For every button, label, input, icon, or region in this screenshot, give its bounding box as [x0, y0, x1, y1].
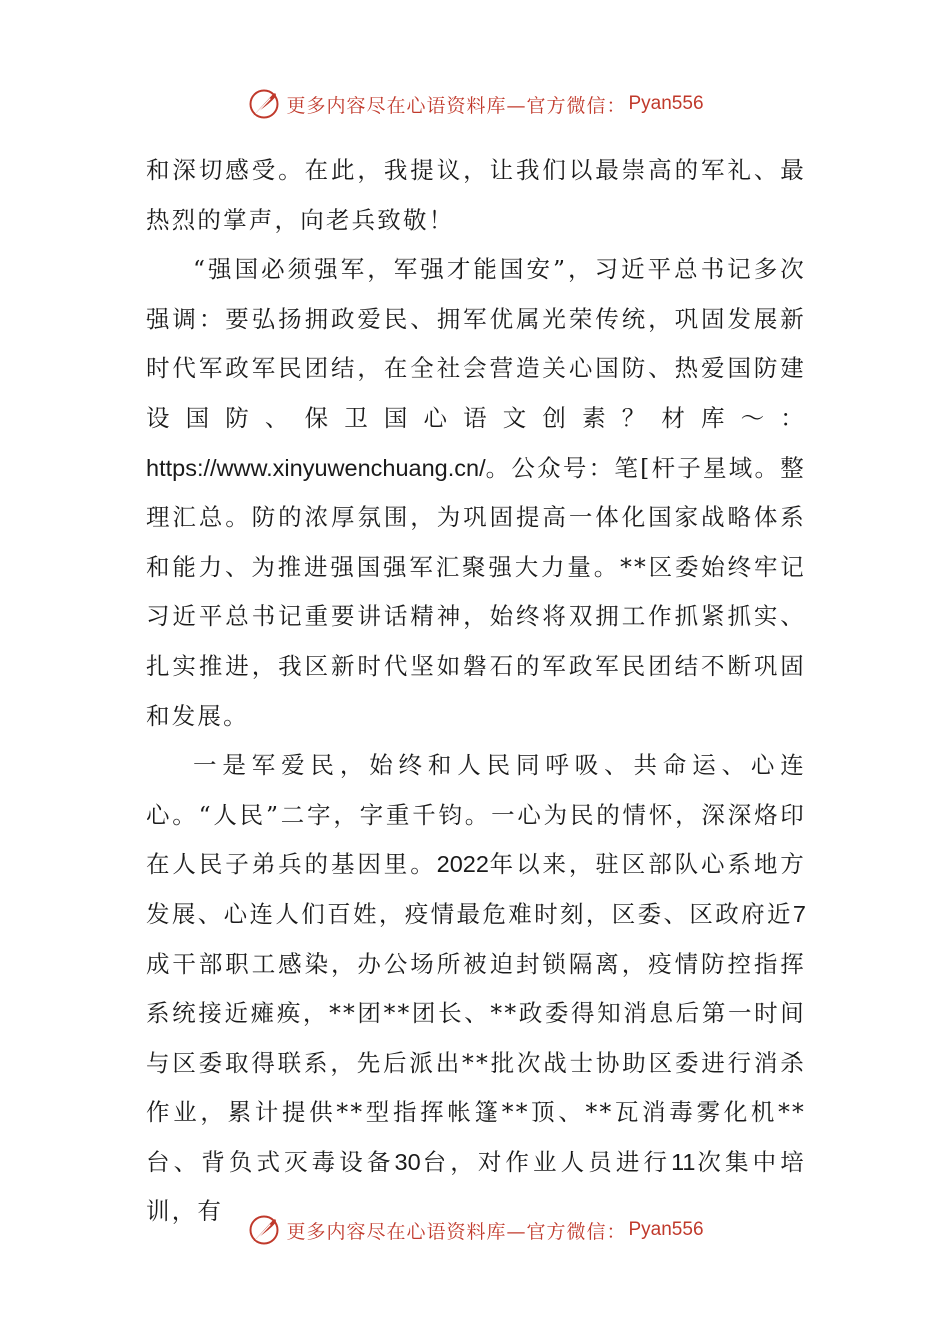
header-watermark-banner [0, 84, 950, 124]
paragraph-text: “强国必须强军，军强才能国安”，习近平总书记多次强调：要弘扬拥政爱民、拥军优属光荣传统，巩固发展新时代军政军民团结，在全社会营造关心国防、热爱国防建设国防、保卫国心语文创素？材库～： [146, 255, 806, 432]
paragraph [146, 245, 806, 741]
paragraph [146, 741, 806, 1237]
paragraph-text: 次集中培训，有 [146, 1147, 806, 1226]
wechat-id: Pyan556 [628, 1219, 704, 1240]
number: 7 [792, 900, 806, 927]
quill-logo-icon [246, 1212, 282, 1248]
quill-logo-icon [246, 86, 282, 122]
banner-text: 更多内容尽在心语资料库—官方微信： [286, 1220, 627, 1243]
paragraph-text: 台，对作业人员进行 [420, 1147, 672, 1176]
paragraph: 和深切感受。在此，我提议，让我们以最崇高的军礼、最热烈的掌声，向老兵致敬！ [146, 156, 806, 234]
number: 11 [671, 1148, 696, 1175]
paragraph-text: 一是军爱民，始终和人民同呼吸、共命运、心连心。“人民”二字，字重千钧。一心为民的情怀，深深烙印在人民子弟兵的基因里。 [146, 751, 806, 879]
paragraph-text: 年以来，驻区部队心系地方发展、心连人们百姓，疫情最危难时刻，区委、区政府近 [146, 850, 807, 928]
number: 30 [394, 1148, 421, 1175]
website-url: https://www.xinyuwenchuang.cn/ [146, 454, 486, 481]
number-year: 2022 [436, 851, 489, 878]
paragraph-text: 成干部职工感染，办公场所被迫封锁隔离，疫情防控指挥系统接近瘫痪，**团**团长、**政委得知消息后第一时间与区委取得联系，先后派出**批次战士协助区委进行消杀作业，累计提供**型指挥帐篷**顶、**瓦消毒雾化机**台、背负式灭毒设备 [146, 949, 806, 1176]
footer-watermark-banner [0, 1210, 950, 1250]
banner-text: 更多内容尽在心语资料库—官方微信： [286, 94, 627, 117]
body-text [146, 146, 806, 1237]
paragraph-text: 。公众号：笔[杆子星域。整理汇总。防的浓厚氛围，为巩固提高一体化国家战略体系和能力、为推进强国强军汇聚强大力量。**区委始终牢记习近平总书记重要讲话精神，始终将双拥工作抓紧抓实、扎实推进，我区新时代坚如磐石的军政军民团结不断巩固和发展。 [146, 453, 806, 730]
wechat-id: Pyan556 [628, 93, 704, 114]
